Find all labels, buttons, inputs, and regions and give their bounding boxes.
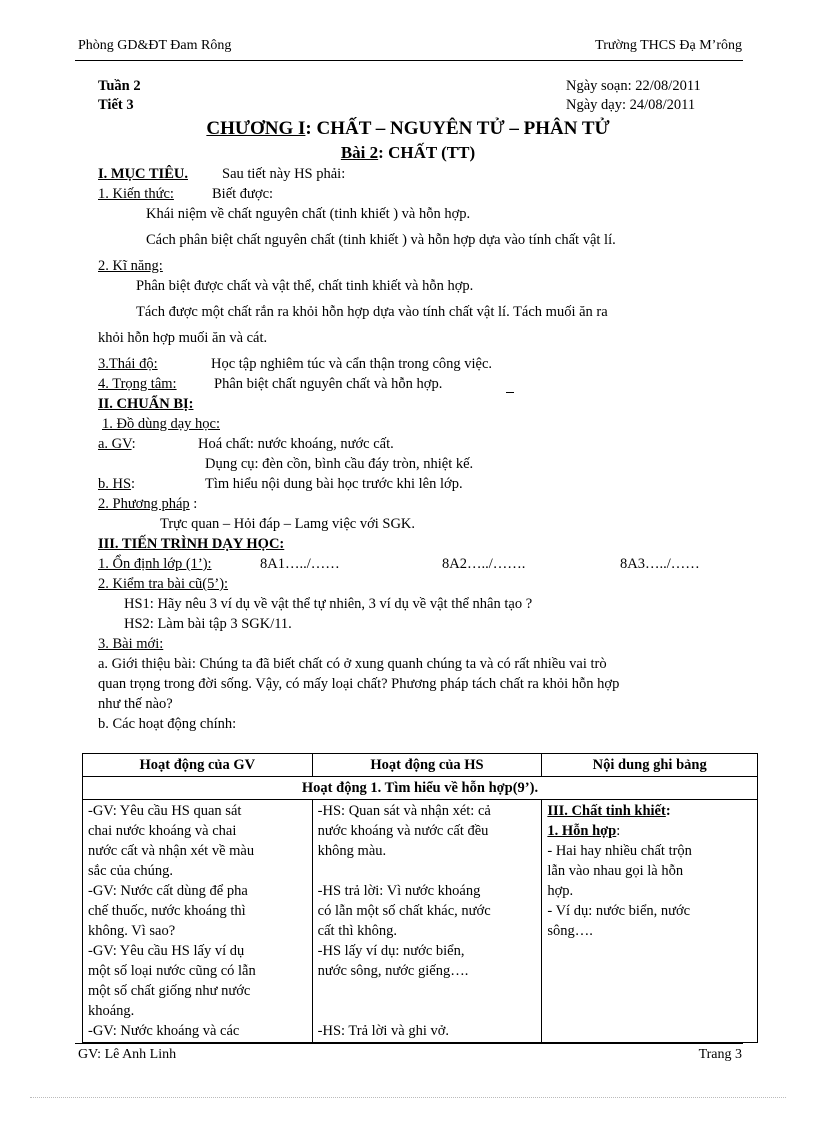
class-8a1: 8A1…../……: [260, 556, 340, 572]
attitude-heading: 3.Thái độ:: [98, 356, 158, 372]
footer-left: GV: Lê Anh Linh: [78, 1047, 177, 1062]
hs-line: -HS: Quan sát và nhận xét: cả: [317, 803, 491, 819]
gv-line: không. Vì sao?: [88, 923, 176, 939]
hs-label: b. HS: [98, 476, 132, 492]
gv-line-2: Dụng cụ: đèn cồn, bình cầu đáy tròn, nhiệt kế.: [205, 456, 474, 472]
nd-sub-colon: :: [616, 823, 621, 839]
skills-item-1: Phân biệt được chất và vật thể, chất tinh khiết và hỗn hợp.: [136, 278, 474, 294]
hs-spacer: [318, 981, 537, 1001]
gv-line: sắc của chúng.: [88, 863, 173, 879]
objectives-heading: I. MỤC TIÊU.: [98, 166, 188, 182]
table-header-row: [83, 754, 758, 777]
teach-date: Ngày dạy: 24/08/2011: [566, 97, 696, 113]
gv-label: a. GV: [98, 436, 132, 452]
intro-line-1: a. Giới thiệu bài: Chúng ta đã biết chất có ở xung quanh chúng ta và có rất nhiều vai trò: [98, 656, 607, 672]
gv-line: -GV: Nước cất dùng để pha: [88, 883, 248, 899]
gv-line: một số chất giống như nước: [88, 983, 251, 999]
intro-line-2: quan trọng trong đời sống. Vậy, có mấy loại chất? Phương pháp tách chất ra khỏi hỗn hợp: [98, 676, 620, 692]
nd-sub-title: 1. Hỗn hợp: [547, 823, 617, 839]
gv-line: -GV: Nước khoáng và các: [88, 1023, 240, 1039]
intro-line-3: như thế nào?: [98, 696, 173, 712]
header-nd: Nội dung ghi bảng: [542, 754, 758, 777]
gv-line-1: Hoá chất: nước khoáng, nước cất.: [198, 436, 394, 452]
gv-line: một số loại nước cũng có lẫn: [88, 963, 256, 979]
hs-spacer: [318, 861, 537, 881]
methods-text: Trực quan – Hỏi đáp – Lamg việc với SGK.: [160, 516, 416, 532]
hs-line: -HS trả lời: Vì nước khoáng: [317, 883, 481, 899]
lesson-title: [0, 143, 816, 163]
header-hs: Hoạt động của HS: [312, 754, 542, 777]
hs-line: -HS: Trả lời và ghi vở.: [317, 1023, 450, 1039]
nd-section-colon: :: [665, 803, 671, 819]
attitude-text: Học tập nghiêm túc và cẩn thận trong công việc.: [211, 356, 493, 372]
gv-label-line: [98, 436, 136, 453]
gv-line: khoáng.: [88, 1003, 135, 1019]
objectives-intro: Sau tiết này HS phải:: [222, 166, 346, 182]
activity-title-row: [83, 777, 758, 800]
period-label: Tiết 3: [98, 97, 134, 113]
page-edge-dots: [30, 1097, 786, 1098]
gv-colon: :: [131, 436, 136, 452]
stabilize-heading: 1. Ổn định lớp (1’):: [98, 556, 212, 572]
knowledge-item-1: Khái niệm về chất nguyên chất (tinh khiết ) và hỗn hợp.: [146, 206, 471, 222]
focus-text: Phân biệt chất nguyên chất và hỗn hợp.: [214, 376, 443, 392]
footer-rule: [75, 1043, 743, 1044]
nd-cell: [542, 800, 758, 1043]
class-8a2: 8A2…../…….: [442, 556, 526, 572]
nd-sub: [547, 821, 752, 841]
header-left: Phòng GD&ĐT Đam Rông: [78, 38, 232, 53]
activity-title: Hoạt động 1. Tìm hiểu về hỗn hợp(9’).: [83, 777, 758, 800]
week-label: Tuần 2: [98, 78, 141, 94]
lesson-label: Bài 2: [340, 143, 379, 162]
materials-heading: 1. Đồ dùng dạy học:: [102, 416, 220, 432]
activities-heading: b. Các hoạt động chính:: [98, 716, 237, 732]
gv-line: chai nước khoáng và chai: [88, 823, 237, 839]
gv-line: -GV: Yêu cầu HS quan sát: [88, 803, 242, 819]
header-right: Trường THCS Đạ M’rông: [595, 38, 742, 53]
skills-item-2b: khỏi hỗn hợp muối ăn và cát.: [98, 330, 268, 346]
lesson-rest: : CHẤT (TT): [378, 143, 476, 162]
hs-spacer: [318, 1001, 537, 1021]
process-heading: III. TIẾN TRÌNH DẠY HỌC:: [98, 536, 285, 552]
methods-heading: 2. Phương pháp: [98, 496, 190, 512]
hs-line: -HS lấy ví dụ: nước biển,: [317, 943, 465, 959]
knowledge-intro: Biết được:: [212, 186, 274, 202]
methods-colon: :: [189, 496, 198, 512]
class-8a3: 8A3…../……: [620, 556, 700, 572]
hs-text: Tìm hiểu nội dung bài học trước khi lên lớp.: [205, 476, 463, 492]
check-heading: 2. Kiểm tra bài cũ(5’):: [98, 576, 229, 592]
hs-line: cất thì không.: [317, 923, 398, 939]
hs-cell: [312, 800, 542, 1043]
skills-item-2a: Tách được một chất rắn ra khỏi hỗn hợp dựa vào tính chất vật lí. Tách muối ăn ra: [136, 304, 608, 320]
header-rule: [75, 60, 743, 61]
check-hs2: HS2: Làm bài tập 3 SGK/11.: [124, 616, 292, 632]
methods-heading-line: [98, 496, 197, 513]
nd-line: - Hai hay nhiều chất trộn: [547, 843, 692, 859]
hs-label-line: [98, 476, 135, 493]
footer-right: Trang 3: [698, 1047, 742, 1062]
header-gv: Hoạt động của GV: [83, 754, 313, 777]
table-row: [83, 800, 758, 1043]
nd-line: hợp.: [547, 883, 574, 899]
skills-heading: 2. Kĩ năng:: [98, 258, 163, 274]
focus-underscore: [506, 392, 514, 393]
new-lesson-heading: 3. Bài mới:: [98, 636, 164, 652]
gv-line: nước cất và nhận xét về màu: [88, 843, 255, 859]
nd-line: lẫn vào nhau gọi là hỗn: [547, 863, 684, 879]
nd-line: sông….: [547, 923, 593, 939]
gv-line: chế thuốc, nước khoáng thì: [88, 903, 246, 919]
activity-table: [82, 753, 758, 1043]
focus-heading: 4. Trọng tâm:: [98, 376, 177, 392]
chapter-rest: : CHẤT – NGUYÊN TỬ – PHÂN TỬ: [305, 118, 610, 139]
hs-line: có lẫn một số chất khác, nước: [317, 903, 491, 919]
nd-line: - Ví dụ: nước biển, nước: [547, 903, 691, 919]
prep-date: Ngày soạn: 22/08/2011: [566, 78, 701, 94]
knowledge-item-2: Cách phân biệt chất nguyên chất (tinh khiết ) và hỗn hợp dựa vào tính chất vật lí.: [146, 232, 616, 248]
hs-line: nước sông, nước giếng….: [317, 963, 469, 979]
nd-section-title: III. Chất tinh khiết: [547, 803, 666, 819]
chapter-title: [0, 118, 816, 140]
hs-line: không màu.: [317, 843, 387, 859]
knowledge-heading: 1. Kiến thức:: [98, 186, 174, 202]
chapter-label: CHƯƠNG I: [206, 118, 306, 139]
check-hs1: HS1: Hãy nêu 3 ví dụ về vật thể tự nhiên, 3 ví dụ về vật thể nhân tạo ?: [124, 596, 533, 612]
gv-line: -GV: Yêu cầu HS lấy ví dụ: [88, 943, 245, 959]
nd-section: [547, 801, 752, 821]
gv-cell: [83, 800, 313, 1043]
hs-colon: :: [131, 476, 136, 492]
hs-line: nước khoáng và nước cất đều: [317, 823, 489, 839]
preparation-heading: II. CHUẨN BỊ:: [98, 396, 194, 412]
